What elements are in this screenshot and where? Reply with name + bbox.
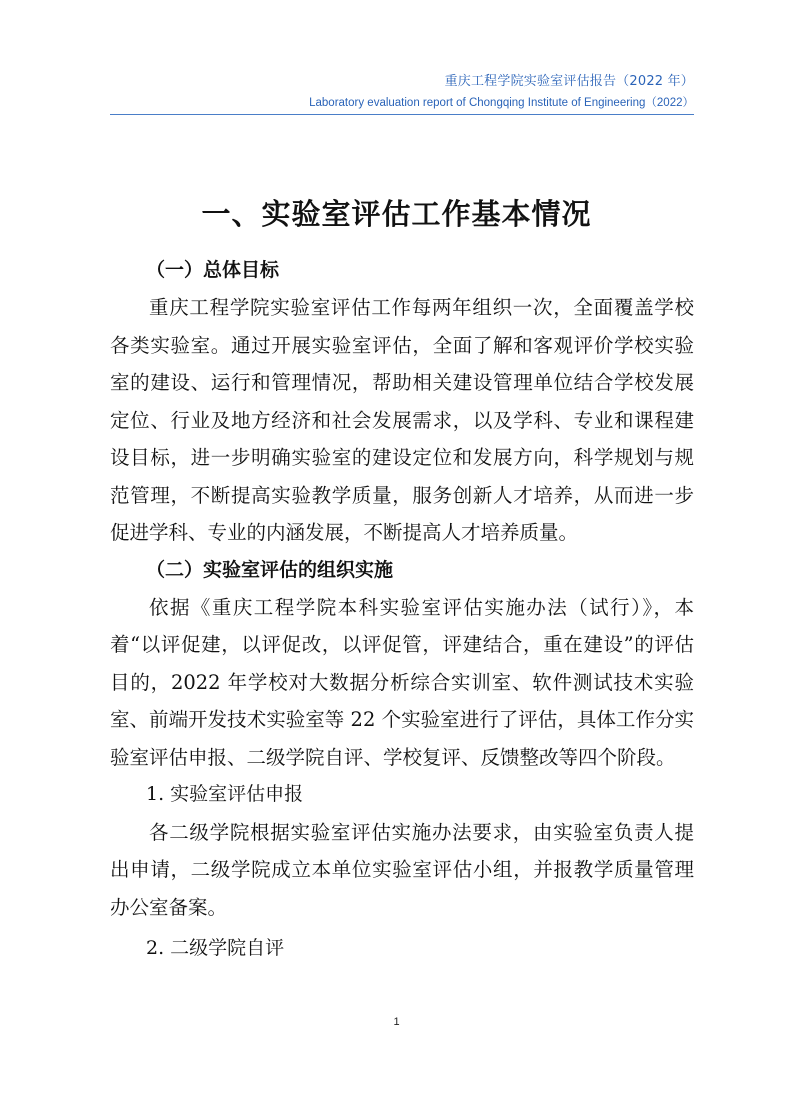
page-title: 一、实验室评估工作基本情况 xyxy=(201,197,592,231)
section-heading-goal: （一）总体目标 xyxy=(146,259,280,281)
item-paragraph-application: 各二级学院根据实验室评估实施办法要求，由实验室负责人提出申请，二级学院成立本单位实验室评估小组，并报教学质量管理办公室备案。 xyxy=(110,820,694,919)
header-divider xyxy=(110,114,694,115)
document-body xyxy=(110,252,694,968)
section-paragraph-goal: 重庆工程学院实验室评估工作每两年组织一次，全面覆盖学校各类实验室。通过开展实验室评估，全面了解和客观评价学校实验室的建设、运行和管理情况，帮助相关建设管理单位结合学校发展定位、行业及地方经济和社会发展需求，以及学科、专业和课程建设目标，进一步明确实验室的建设定位和发展方向，科学规划与规范管理，不断提高实验教学质量，服务创新人才培养，从而进一步促进学科、专业的内涵发展，不断提高人才培养质量。 xyxy=(110,296,694,544)
page-number: 1 xyxy=(393,1016,400,1028)
header-title-en: Laboratory evaluation report of Chongqing Institute of Engineering（2022） xyxy=(309,97,694,109)
item-heading-self-evaluation: 2. 二级学院自评 xyxy=(146,937,285,959)
section-heading-organization: （二）实验室评估的组织实施 xyxy=(146,558,394,581)
page-header xyxy=(110,70,694,118)
header-title-cn: 重庆工程学院实验室评估报告（2022 年） xyxy=(444,74,694,89)
item-heading-application: 1. 实验室评估申报 xyxy=(146,783,304,805)
section-paragraph-organization: 依据《重庆工程学院本科实验室评估实施办法（试行）》，本着“以评促建，以评促改，以评促管，评建结合，重在建设”的评估目的，2022 年学校对大数据分析综合实训室、软件测试技术实验室、前端开发技术实验室等 22 个实验室进行了评估，具体工作分实验室评估申报、二级学院自评、学校复评、反馈整改等四个阶段。 xyxy=(110,595,694,769)
